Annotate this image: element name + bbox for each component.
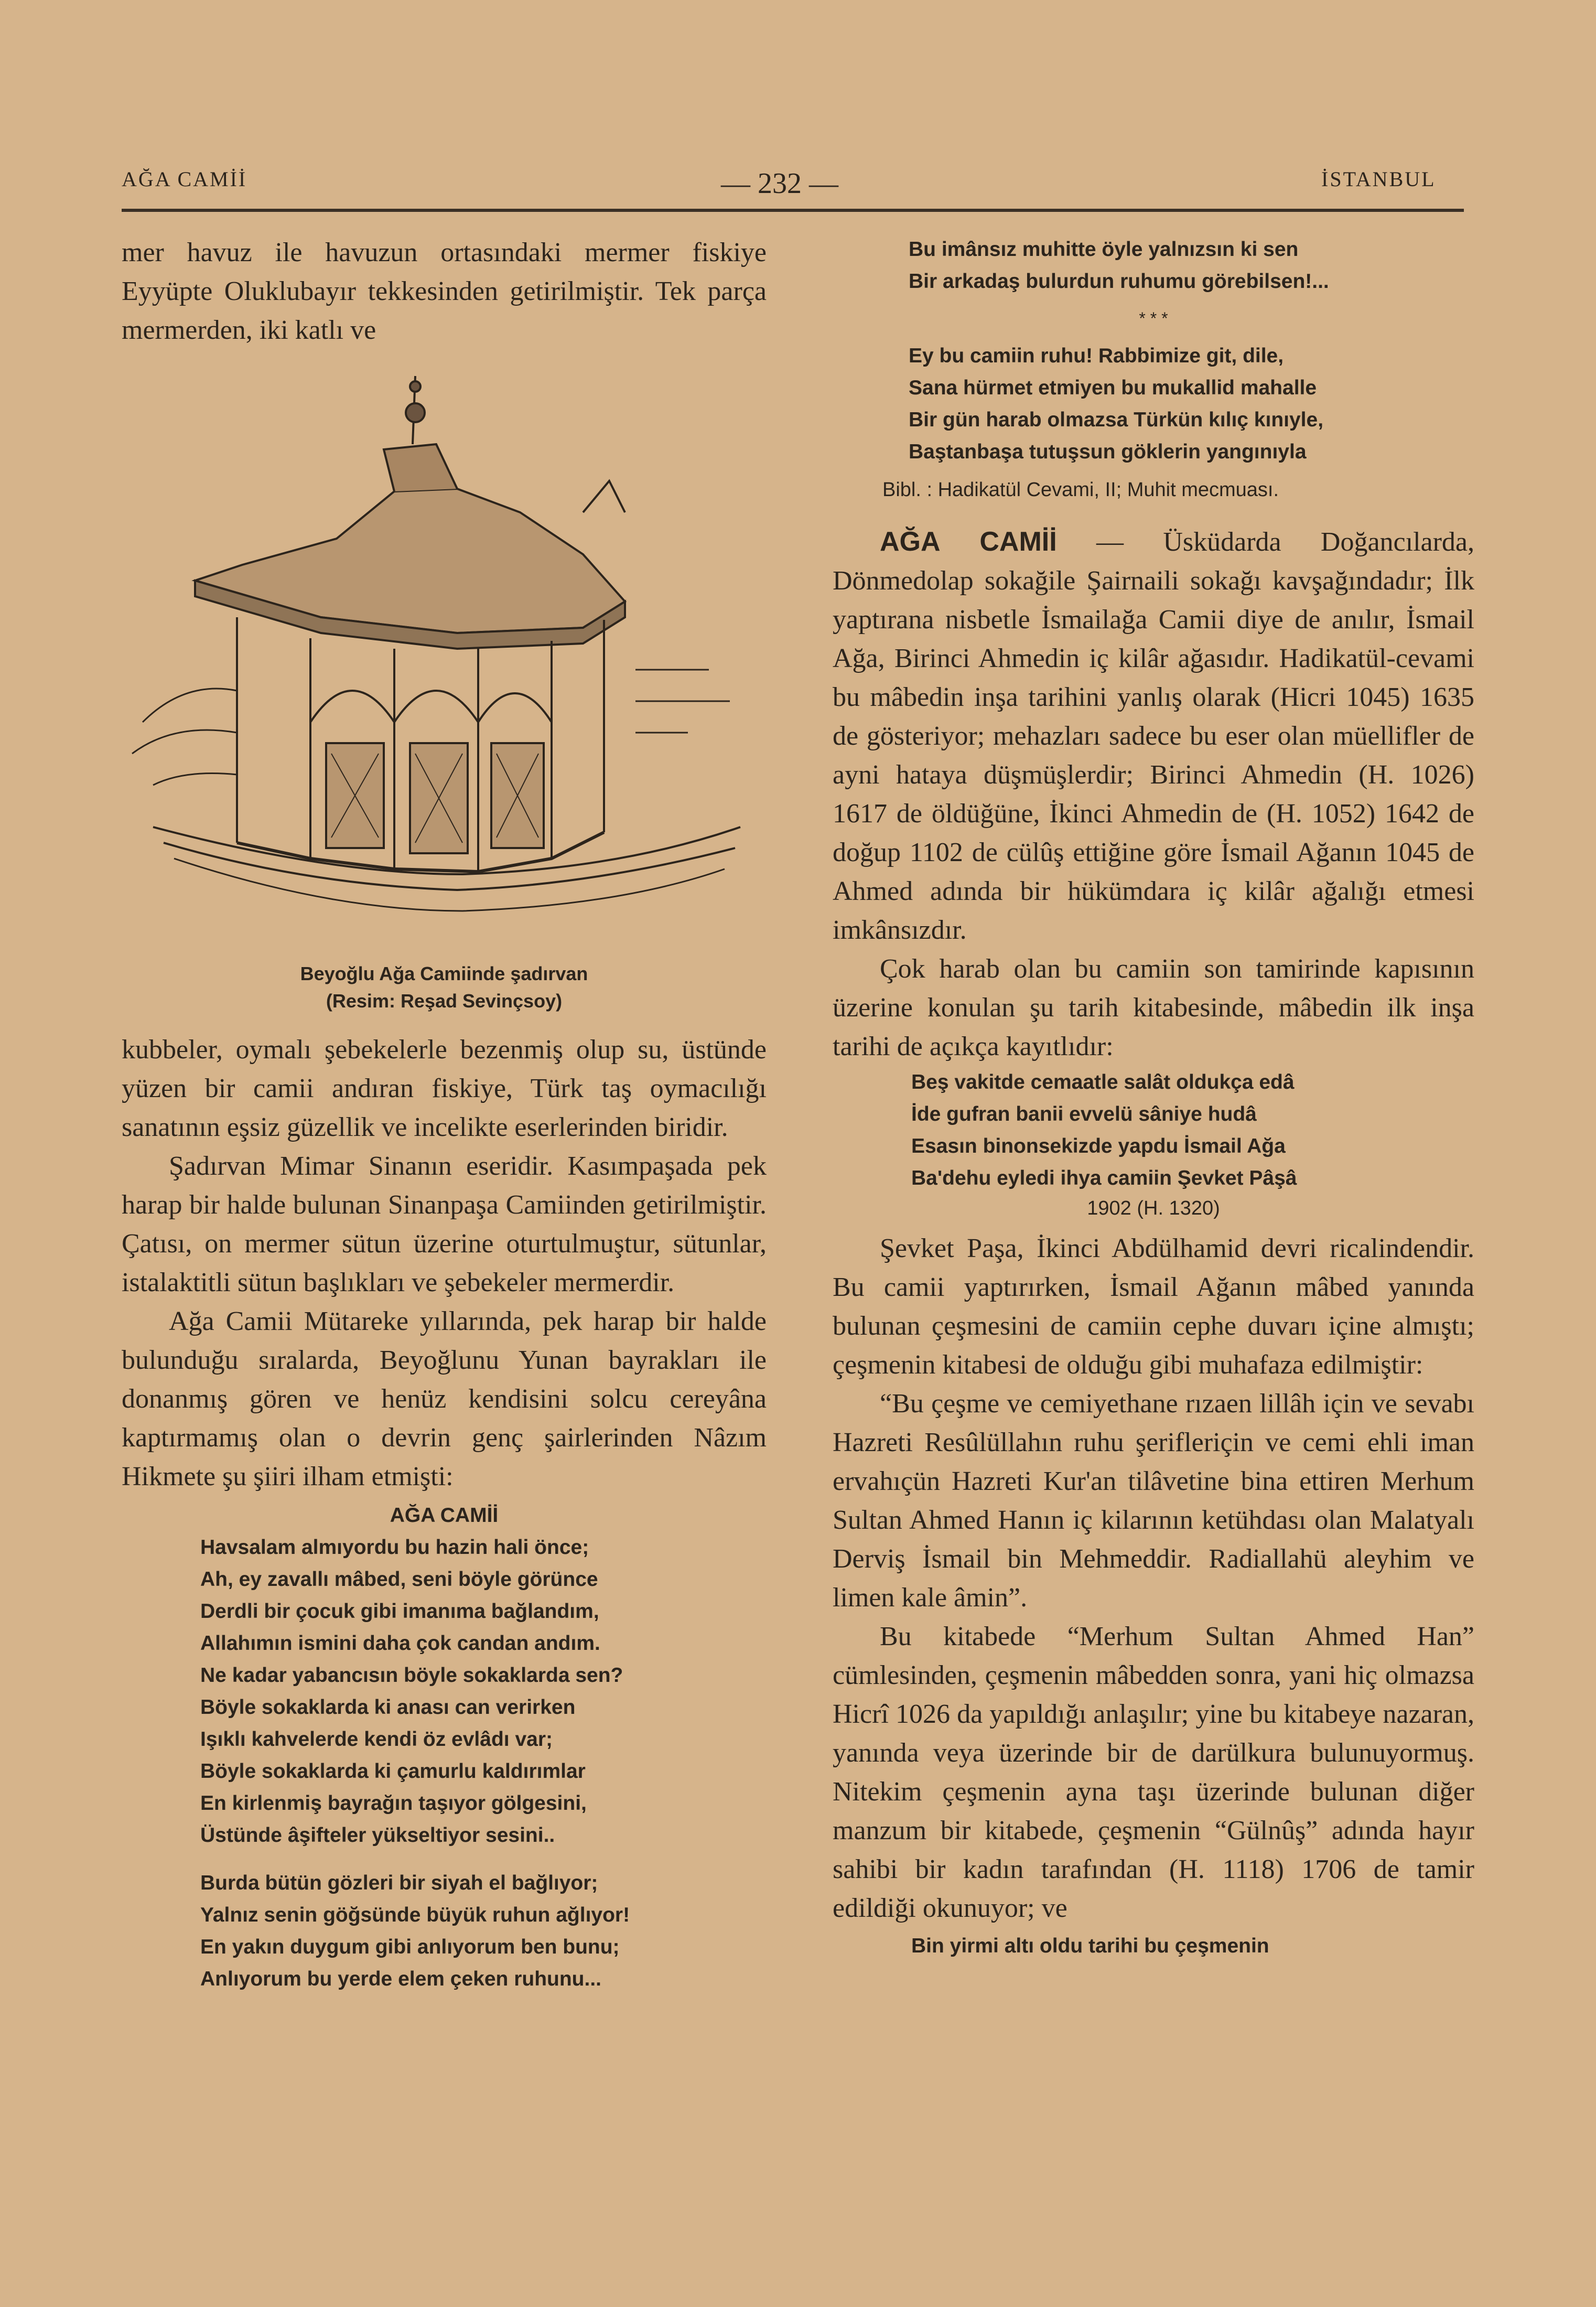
paragraph: Şadırvan Mimar Sinanın eseridir. Kasımpaşada pek harap bir halde bulunan Sinanpaşa Camiinden getirilmiştir. Çatısı, on mermer sütun üzerine oturtulmuştur, sütunlar, istalaktitli sütun başlıkları ve şebekeler mermerdir.: [122, 1151, 767, 1297]
poem-line: Ey bu camiin ruhu! Rabbimize git, dile,: [909, 345, 1284, 367]
page-number: — 232 —: [721, 167, 838, 200]
entry-heading: AĞA CAMİİ: [880, 527, 1057, 557]
poem-continued: [833, 233, 1474, 297]
poem-line: Işıklı kahvelerde kendi öz evlâdı var;: [200, 1728, 553, 1751]
running-head-left: AĞA CAMİİ: [122, 167, 247, 191]
paragraph: Bu kitabede “Merhum Sultan Ahmed Han” cümlesinden, çeşmenin mâbedden sonra, yani hiç olmazsa Hicrî 1026 da yapıldığı anlaşılır; yine bu kitabeye nazaran, yanında veya üzerinde bir de darülkura bulunuyormuş. Nitekim çeşmenin ayna taşı üzerinde bulunan diğer manzum bir kitabede, çeşmenin “Gülnûş” adında hayır sahibi bir kadın tarafından (H. 1118) 1706 de tamir edildiği okunuyor; ve: [833, 1622, 1474, 1923]
right-column: [833, 233, 1474, 1962]
poem-line: Üstünde âşifteler yükseltiyor sesini..: [200, 1824, 555, 1847]
poem-line: En yakın duygum gibi anlıyorum ben bunu;: [200, 1936, 620, 1958]
poem-line: Derdli bir çocuk gibi imanıma bağlandım,: [200, 1600, 599, 1623]
poem-line: En kirlenmiş bayrağın taşıyor gölgesini,: [200, 1792, 587, 1815]
inscription-line: Esasın binonsekizde yapdu İsmail Ağa: [911, 1135, 1286, 1157]
poem-line: Anlıyorum bu yerde elem çeken ruhunu...: [200, 1968, 602, 1990]
bibliography: Bibl. : Hadikatül Cevami, II; Muhit mecmuası.: [882, 479, 1279, 501]
verse-line: Bin yirmi altı oldu tarihi bu çeşmenin: [911, 1935, 1269, 1957]
inscription-line: İde gufran banii evvelü sâniye hudâ: [911, 1103, 1257, 1125]
left-column: [122, 233, 767, 1995]
running-head-right: İSTANBUL: [1321, 167, 1436, 191]
poem-line: Allahımın ismini daha çok candan andım.: [200, 1632, 600, 1655]
paragraph: Çok harab olan bu camiin son tamirinde kapısının üzerine konulan şu tarih kitabesinde, mâbedin ilk inşa tarihi de açıkça kayıtlıdır:: [833, 954, 1474, 1061]
poem-continued: [833, 340, 1474, 468]
poem-line: Baştanbaşa tutuşsun göklerin yangınıyla: [909, 441, 1307, 463]
poem-line: Böyle sokaklarda ki anası can verirken: [200, 1696, 576, 1719]
figure-caption: [122, 960, 767, 1015]
paragraph: Şevket Paşa, İkinci Abdülhamid devri ricalindendir. Bu camii yaptırırken, İsmail Ağanın mâbed yanında bulunan çeşmesini de camiin cephe duvarı içine almıştı; çeşmenin kitabesi de olduğu gibi muhafaza edilmiştir:: [833, 1233, 1474, 1380]
entry-text: — Üsküdarda Doğancılarda, Dönmedolap sokağile Şairnaili sokağı kavşağındadır; İlk yaptırana nisbetle İsmailağa Camii diye de anılır, İsmail Ağa, Birinci Ahmedin iç kilâr ağasıdır. Hadikatül-cevami bu mâbedin inşa tarihini yanlış olarak (Hicri 1045) 1635 de gösteriyor; mehazları sadece bu eser olan müellifler de ayni hataya düşmüşlerdir; Birinci Ahmedin (H. 1026) 1617 de öldüğüne, İkinci Ahmedin de (H. 1052) 1642 de doğup 1102 de cülûş ettiğine göre İsmail Ağanın 1045 de Ahmed adında bir hükümdara iç kilâr ağalığı etmesi imkânsızdır.: [833, 527, 1474, 945]
quotation: “Bu çeşme ve cemiyethane rızaen lillâh için ve sevabı Hazreti Resûlüllahın ruhu şerifleriçin ve cemi ehli iman ervahıçün Hazreti Kur'an tilâvetine bina ettiren Merhum Sultan Ahmed Hanın iç kilarının ketühdası olan Malatyalı Derviş İsmail bin Mehmeddir. Radiallahü aleyhim ve limen kale âmin”.: [833, 1389, 1474, 1613]
poem-line: Havsalam almıyordu bu hazin hali önce;: [200, 1536, 589, 1559]
poem-title: AĞA CAMİİ: [390, 1504, 499, 1527]
poem-line: Sana hürmet etmiyen bu mukallid mahalle: [909, 377, 1317, 399]
entry-paragraph: [833, 522, 1474, 950]
caption-credit: (Resim: Reşad Sevinçsoy): [326, 990, 563, 1012]
poem-line: Yalnız senin göğsünde büyük ruhun ağlıyor!: [200, 1904, 630, 1926]
poem: [122, 1499, 767, 1995]
inscription-line: Ba'dehu eyledi ihya camiin Şevket Pâşâ: [911, 1167, 1297, 1189]
stanza-separator: * * *: [1139, 309, 1168, 328]
poem-line: Ne kadar yabancısın böyle sokaklarda sen?: [200, 1664, 623, 1687]
poem-line: Bir arkadaş bulurdun ruhumu görebilsen!...: [909, 270, 1329, 293]
inscription: [833, 1066, 1474, 1194]
inscription-line: Beş vakitde cemaatle salât oldukça edâ: [911, 1071, 1295, 1093]
poem-line: Ah, ey zavallı mâbed, seni böyle görünce: [200, 1568, 598, 1591]
poem-line: Bir gün harab olmazsa Türkün kılıç kınıyle,: [909, 409, 1324, 431]
header-rule: [122, 209, 1464, 212]
paragraph: mer havuz ile havuzun ortasındaki mermer fiskiye Eyyüpte Oluklubayır tekkesinden getirilmiştir. Tek parça mermerden, iki katlı ve: [122, 238, 767, 345]
caption-title: Beyoğlu Ağa Camiinde şadırvan: [300, 963, 588, 984]
poem-line: Bu imânsız muhitte öyle yalnızsın ki sen: [909, 238, 1299, 261]
sadirvan-illustration: [122, 355, 767, 953]
paragraph: Ağa Camii Mütareke yıllarında, pek harap bir halde bulunduğu sıralarda, Beyoğlunu Yunan bayrakları ile donanmış gören ve henüz kendisini solcu cereyâna kaptırmamış olan o devrin genç şairlerinden Nâzım Hikmete şu şiiri ilham etmişti:: [122, 1306, 767, 1491]
paragraph: kubbeler, oymalı şebekelerle bezenmiş olup su, üstünde yüzen bir camii andıran fiskiye, Türk taş oymacılığı sanatının eşsiz güzellik ve incelikte eserlerinden biridir.: [122, 1035, 767, 1142]
poem-line: Burda bütün gözleri bir siyah el bağlıyor;: [200, 1872, 598, 1894]
inscription-date: 1902 (H. 1320): [1087, 1197, 1220, 1219]
poem-line: Böyle sokaklarda ki çamurlu kaldırımlar: [200, 1760, 586, 1783]
